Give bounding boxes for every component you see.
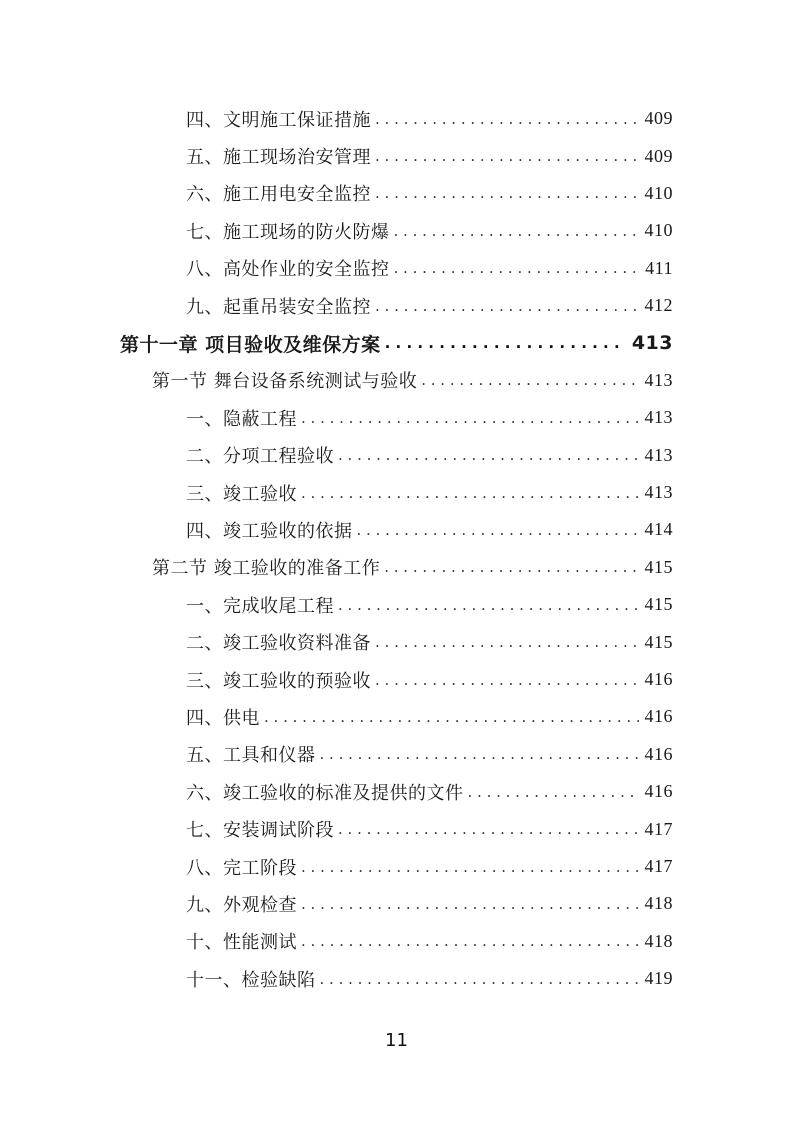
toc-chapter-entry[interactable]	[0, 324, 793, 361]
toc-item-entry[interactable]	[0, 885, 793, 922]
toc-entry-page-number: 413	[644, 482, 673, 503]
toc-entry-page-number: 417	[644, 856, 673, 876]
toc-entry-page-number: 409	[644, 145, 673, 166]
toc-dot-leader	[385, 334, 626, 352]
toc-item-entry[interactable]	[0, 773, 793, 810]
toc-entry-label: 九、外观检查	[186, 894, 297, 916]
toc-entry-label: 九、起重吊装安全监控	[186, 296, 371, 318]
toc-entry-label: 五、工具和仪器	[186, 745, 316, 767]
table-of-contents	[0, 100, 793, 997]
toc-item-entry[interactable]	[0, 250, 793, 287]
toc-entry-label: 五、施工现场治安管理	[186, 147, 371, 169]
toc-entry-label: 八、高处作业的安全监控	[186, 259, 390, 281]
toc-dot-leader	[338, 596, 639, 614]
toc-dot-leader	[384, 558, 638, 576]
toc-entry-page-number: 413	[644, 369, 673, 390]
toc-entry-label: 十一、检验缺陷	[186, 969, 316, 991]
toc-entry-label: 第二节 竣工验收的准备工作	[152, 558, 381, 580]
toc-entry-label: 一、隐蔽工程	[186, 408, 297, 430]
toc-section-entry[interactable]	[0, 549, 793, 586]
toc-entry-page-number: 416	[644, 781, 673, 802]
toc-entry-page-number: 410	[644, 182, 673, 203]
toc-dot-leader	[301, 409, 639, 427]
toc-entry-page-number: 417	[644, 818, 673, 839]
toc-dot-leader	[301, 895, 639, 913]
toc-entry-page-number: 418	[644, 893, 673, 914]
toc-dot-leader	[468, 783, 639, 801]
toc-item-entry[interactable]	[0, 287, 793, 324]
toc-dot-leader	[338, 446, 639, 464]
toc-dot-leader	[375, 671, 639, 689]
toc-entry-page-number: 415	[644, 631, 673, 652]
toc-item-entry[interactable]	[0, 736, 793, 773]
toc-item-entry[interactable]	[0, 810, 793, 847]
toc-item-entry[interactable]	[0, 212, 793, 249]
toc-item-entry[interactable]	[0, 100, 793, 137]
toc-item-entry[interactable]	[0, 399, 793, 436]
toc-entry-label: 四、文明施工保证措施	[186, 109, 371, 131]
toc-entry-page-number: 418	[644, 930, 673, 951]
toc-dot-leader	[357, 521, 639, 539]
toc-dot-leader	[375, 147, 639, 165]
toc-item-entry[interactable]	[0, 137, 793, 174]
toc-entry-page-number: 413	[644, 444, 673, 465]
toc-entry-page-number: 413	[644, 407, 673, 428]
toc-dot-leader	[375, 110, 639, 128]
toc-entry-label: 一、完成收尾工程	[186, 595, 334, 617]
toc-dot-leader	[338, 820, 639, 838]
toc-dot-leader	[320, 970, 639, 988]
toc-entry-page-number: 419	[644, 968, 673, 989]
toc-entry-page-number: 410	[644, 220, 673, 241]
toc-item-entry[interactable]	[0, 661, 793, 698]
toc-entry-label: 四、供电	[186, 707, 260, 729]
toc-dot-leader	[264, 708, 639, 726]
toc-entry-label: 七、安装调试阶段	[186, 820, 334, 842]
toc-dot-leader	[375, 297, 639, 315]
toc-section-entry[interactable]	[0, 362, 793, 399]
toc-entry-page-number: 415	[644, 594, 673, 615]
toc-dot-leader	[421, 371, 638, 389]
toc-item-entry[interactable]	[0, 437, 793, 474]
toc-entry-page-number: 411	[645, 257, 673, 278]
toc-entry-label: 三、竣工验收的预验收	[186, 670, 371, 692]
toc-entry-page-number: 413	[631, 332, 673, 355]
toc-entry-label: 八、完工阶段	[186, 857, 297, 879]
toc-entry-page-number: 415	[644, 556, 673, 577]
toc-entry-page-number: 416	[644, 669, 673, 690]
toc-item-entry[interactable]	[0, 848, 793, 885]
toc-entry-page-number: 412	[644, 295, 673, 316]
toc-entry-label: 三、竣工验收	[186, 483, 297, 505]
toc-item-entry[interactable]	[0, 698, 793, 735]
toc-item-entry[interactable]	[0, 511, 793, 548]
toc-dot-leader	[320, 745, 639, 763]
toc-item-entry[interactable]	[0, 586, 793, 623]
toc-entry-page-number: 416	[644, 706, 673, 727]
toc-dot-leader	[394, 222, 639, 240]
toc-entry-label: 第十一章 项目验收及维保方案	[120, 333, 381, 356]
toc-entry-page-number: 414	[644, 519, 673, 540]
toc-dot-leader	[375, 184, 639, 202]
toc-entry-label: 六、施工用电安全监控	[186, 184, 371, 206]
toc-entry-label: 二、分项工程验收	[186, 446, 334, 468]
toc-dot-leader	[301, 484, 639, 502]
toc-item-entry[interactable]	[0, 623, 793, 660]
toc-item-entry[interactable]	[0, 474, 793, 511]
toc-entry-page-number: 409	[644, 108, 673, 129]
toc-item-entry[interactable]	[0, 923, 793, 960]
toc-entry-label: 六、竣工验收的标准及提供的文件	[186, 782, 464, 804]
toc-dot-leader	[375, 633, 639, 651]
toc-item-entry[interactable]	[0, 960, 793, 997]
toc-entry-label: 七、施工现场的防火防爆	[186, 221, 390, 243]
toc-entry-label: 二、竣工验收资料准备	[186, 633, 371, 655]
toc-dot-leader	[301, 858, 639, 876]
toc-item-entry[interactable]	[0, 175, 793, 212]
toc-entry-label: 第一节 舞台设备系统测试与验收	[152, 371, 418, 393]
toc-entry-page-number: 416	[644, 743, 673, 764]
toc-dot-leader	[301, 932, 639, 950]
toc-entry-label: 十、性能测试	[186, 932, 297, 954]
toc-entry-label: 四、竣工验收的依据	[186, 520, 353, 542]
toc-dot-leader	[394, 259, 640, 277]
page-number: 11	[385, 1030, 408, 1051]
